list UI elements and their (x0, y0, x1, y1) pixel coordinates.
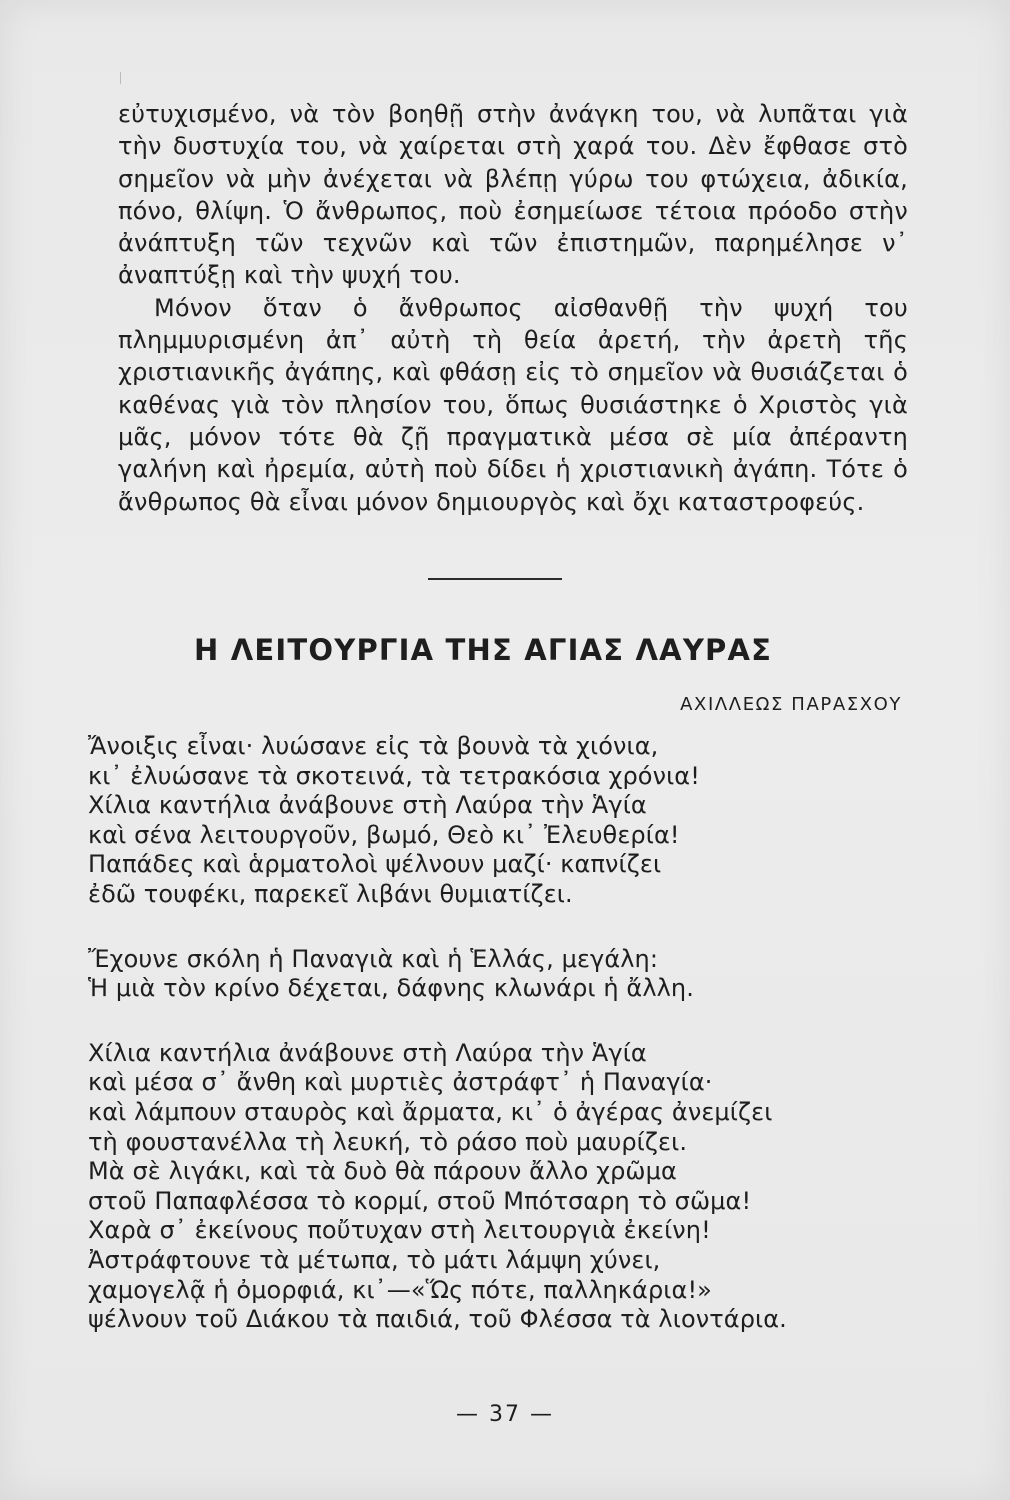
poem-line: χαμογελᾷ ἡ ὀμορφιά, κι᾽—«Ὥς πότε, παλληκάρια!» (88, 1275, 712, 1304)
page-number: — 37 — (456, 1402, 554, 1427)
poem-line: ἐδῶ τουφέκι, παρεκεῖ λιβάνι θυμιατίζει. (88, 879, 573, 908)
section-divider (428, 578, 562, 580)
poem-line: Ἀστράφτουνε τὰ μέτωπα, τὸ μάτι λάμψη χύνει, (88, 1245, 661, 1274)
poem-line: καὶ μέσα σ᾽ ἄνθη καὶ μυρτιὲς ἀστράφτ᾽ ἡ Παναγία· (88, 1068, 713, 1097)
poem-line: Ἄνοιξις εἶναι· λυώσανε εἰς τὰ βουνὰ τὰ χιόνια, (88, 732, 659, 760)
poem-body (88, 732, 908, 1335)
poem-line: Ἡ μιὰ τὸν κρίνο δέχεται, δάφνης κλωνάρι ἡ ἄλλη. (88, 974, 694, 1003)
poem-line: Χίλια καντήλια ἀνάβουνε στὴ Λαύρα τὴν Ἁγία (88, 1038, 647, 1067)
stanza-1 (88, 732, 908, 910)
prose-section (118, 98, 908, 518)
poem-line: Χαρὰ σ᾽ ἐκείνους ποὔτυχαν στὴ λειτουργιὰ ἐκείνη! (88, 1216, 711, 1245)
poem-line: Μὰ σὲ λιγάκι, καὶ τὰ δυὸ θὰ πάρουν ἄλλο χρῶμα (88, 1157, 677, 1186)
poem-line: καὶ λάμπουν σταυρὸς καὶ ἄρματα, κι᾽ ὁ ἀγέρας ἀνεμίζει (88, 1097, 773, 1126)
stanza-2 (88, 945, 908, 1004)
poem-line: καὶ σένα λειτουργοῦν, βωμό, Θεὸ κι᾽ Ἐλευθερία! (88, 820, 680, 849)
poem-line: στοῦ Παπαφλέσσα τὸ κορμί, στοῦ Μπότσαρη τὸ σῶμα! (88, 1186, 752, 1215)
poem-line: τὴ φουστανέλλα τὴ λευκή, τὸ ράσο ποὺ μαυρίζει. (88, 1127, 688, 1156)
poem-line: Παπάδες καὶ ἁρματολοὶ ψέλνουν μαζί· καπνίζει (88, 850, 662, 879)
poem-author: ΑΧΙΛΛΕΩΣ ΠΑΡΑΣΧΟΥ (680, 694, 902, 715)
paragraph-1: εὐτυχισμένο, νὰ τὸν βοηθῇ στὴν ἀνάγκη του, νὰ λυπᾶται γιὰ τὴν δυστυχία του, νὰ χαίρεται στὴ χαρά του. Δὲν ἔφθασε στὸ σημεῖον νὰ μὴν ἀνέχεται νὰ βλέπῃ γύρω του φτώχεια, ἀδικία, πόνο, θλίψη. Ὁ ἄνθρωπος, ποὺ ἐσημείωσε τέτοια πρόοδο στὴν ἀνάπτυξη τῶν τεχνῶν καὶ τῶν ἐπιστημῶν, παρημέλησε ν᾽ ἀναπτύξῃ καὶ τὴν ψυχή του. (118, 100, 908, 290)
paragraph-2: Μόνον ὅταν ὁ ἄνθρωπος αἰσθανθῇ τὴν ψυχή του πλημμυρισμένη ἀπ᾽ αὐτὴ τὴ θεία ἀρετή, τὴν ἀρετὴ τῆς χριστιανικῆς ἀγάπης, καὶ φθάσῃ εἰς τὸ σημεῖον νὰ θυσιάζεται ὁ καθένας γιὰ τὸν πλησίον του, ὅπως θυσιάστηκε ὁ Χριστὸς γιὰ μᾶς, μόνον τότε θὰ ζῇ πραγματικὰ μέσα σὲ μία ἀπέραντη γαλήνη καὶ ἠρεμία, αὐτὴ ποὺ δίδει ἡ χριστιανικὴ ἀγάπη. Τότε ὁ ἄνθρωπος θὰ εἶναι μόνον δημιουργὸς καὶ ὄχι καταστροφεύς. (118, 293, 908, 516)
poem-line: κι᾽ ἐλυώσανε τὰ σκοτεινά, τὰ τετρακόσια χρόνια! (88, 761, 700, 790)
poem-title: Η ΛΕΙΤΟΥΡΓΙΑ ΤΗΣ ΑΓΙΑΣ ΛΑΥΡΑΣ (194, 633, 773, 667)
stanza-3 (88, 1039, 908, 1335)
poem-line: ψέλνουν τοῦ Διάκου τὰ παιδιά, τοῦ Φλέσσα τὰ λιοντάρια. (88, 1305, 787, 1334)
scan-mark (120, 72, 121, 84)
poem-line: Ἔχουνε σκόλη ἡ Παναγιὰ καὶ ἡ Ἑλλάς, μεγάλη: (88, 944, 659, 973)
poem-line: Χίλια καντήλια ἀνάβουνε στὴ Λαύρα τὴν Ἁγία (88, 791, 647, 820)
